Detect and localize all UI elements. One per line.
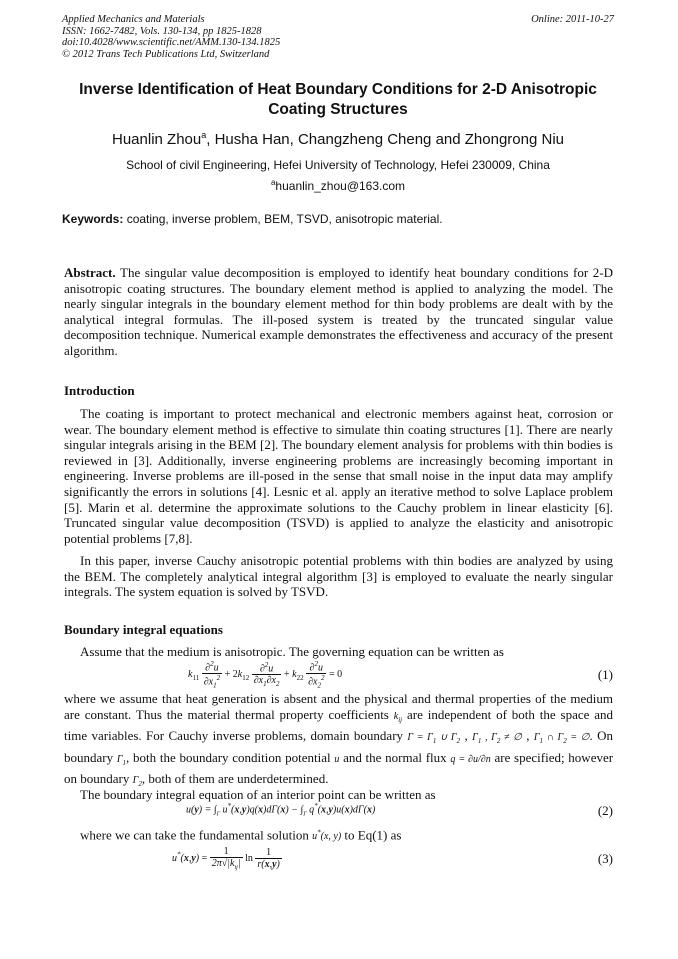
- abstract: Abstract. The singular value decomposition is employed to identify heat boundary conditions for 2-D anisotropic coating structures. The boundary element method is applied to analyzing the model. The nearly singular integrals in the boundary element method for thin body problems are dealt with by the analytical integral formulas. The ill-posed system is treated by the truncated singular value decomposition technique. Numerical example demonstrates the effectiveness and accuracy of the present algorithm.: [64, 265, 613, 358]
- email: $^a$huanlin_zhou@163.com: [270, 178, 406, 193]
- equation-3: u*(x,y) = $\frac{1}{2\pi√|k_{ij}|}$ ln $\frac{1}{r(x,y)}$: [172, 846, 280, 871]
- equation-1: $k_{11}$ $\frac{\partial^2u}{\partial x_1^2}$ + $2k_{12}$ $\frac{\partial^2u}{\partial x_1\partial x_2}$ + $k_{22}$ $\frac{\partial^2u}{\partial x_2^2}$ = 0: [188, 660, 343, 690]
- issn: ISSN: 1662-7482, Vols. 130-134, pp 1825-1828: [62, 25, 262, 37]
- intro-paragraph-1: The coating is important to protect mechanical and electronic members against heat, corrosion or wear. The boundary element method is effective to simulate thin coating structures [1]. There are nearly singular integrals arising in the BEM [2]. The boundary element analysis for problems with thin bodies is reviewed in [3]. Additionally, inverse engineering problems are increasingly becoming important in engineering. Inverse problems are ill-posed in the sense that small noise in the input data may amplify significantly the errors in solutions [4]. Lesnic et al. apply an iterative method to solve Laplace problem [5]. Marin et al. determine the approximate solutions to the Cauchy problem in linear elasticity [6]. Truncated singular value decomposition (TSVD) is applied to analyze the elasticity and anisotropic potential problems [7,8].: [64, 406, 613, 546]
- paper-title: Inverse Identification of Heat Boundary Conditions for 2-D Anisotropic Coating Structures: [79, 81, 597, 118]
- equation-number-2: (2): [597, 803, 613, 818]
- intro-paragraph-2: In this paper, inverse Cauchy anisotropic potential problems with thin bodies are analyzed by using the BEM. The completely analytical integral algorithm [3] is employed to evaluate the nearly singular integrals. The system equation is solved by TSVD.: [64, 553, 613, 600]
- affiliation: School of civil Engineering, Hefei University of Technology, Hefei 230009, China: [126, 158, 550, 172]
- doi: doi:10.4028/www.scientific.net/AMM.130-134.1825: [62, 37, 281, 48]
- author-list: Huanlin Zhou$^a$, Husha Han, Changzheng Cheng and Zhongrong Niu: [112, 130, 564, 148]
- journal-name: Applied Mechanics and Materials: [62, 14, 205, 25]
- journal-header: [62, 14, 614, 60]
- section-heading-introduction: Introduction: [64, 383, 135, 398]
- bie-paragraph-4: where we can take the fundamental solution u*(x, y) to Eq(1) as: [80, 827, 402, 843]
- equation-number-3: (3): [597, 851, 613, 866]
- equation-2: $u(y) = \int_\Gamma$ $u^*(x,y)q(x)d\Gamma(x) - \int_\Gamma$ q*(x,y)u(x)dΓ(x): [186, 802, 376, 818]
- bie-paragraph-1: Assume that the medium is anisotropic. The governing equation can be written as: [80, 644, 504, 659]
- online-date: Online: 2011-10-27: [531, 14, 614, 25]
- section-heading-boundary-integral: Boundary integral equations: [64, 622, 223, 637]
- bie-paragraph-3: The boundary integral equation of an interior point can be written as: [80, 787, 436, 802]
- copyright: © 2012 Trans Tech Publications Ltd, Switzerland: [62, 48, 270, 60]
- keywords: Keywords: coating, inverse problem, BEM, TSVD, anisotropic material.: [62, 212, 443, 226]
- bie-paragraph-2: where we assume that heat generation is absent and the physical and thermal properties of the medium are constant. Thus the material thermal property coefficients $k_{ij}$ are independent of both the space and time variables. For Cauchy inverse problems, domain boundary $\Gamma = \Gamma_1$ ∪ $\Gamma_2$ , $\Gamma_1$ , $\Gamma_2$ ≠ ∅ , $\Gamma_1$ ∩ $\Gamma_2$ = ∅. On boundary $\Gamma_1$, both the boundary condition potential u and the normal flux q = ∂u/∂n are specified; however on boundary $\Gamma_2$, both of them are underdetermined.: [64, 691, 614, 789]
- equation-number-1: (1): [597, 667, 613, 682]
